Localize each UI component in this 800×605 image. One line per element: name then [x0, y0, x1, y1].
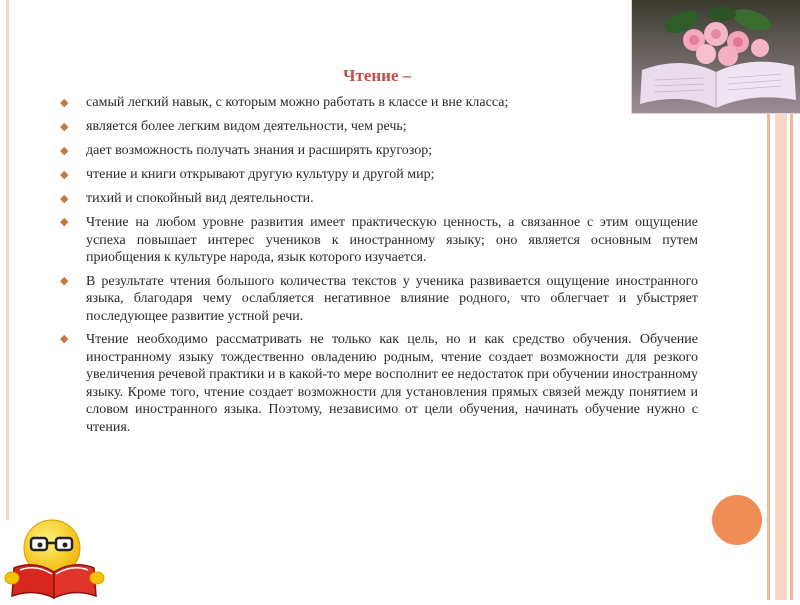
list-item	[58, 331, 698, 436]
list-item-text: В результате чтения большого количества текстов у ученика развивается ощущение иностранного языка, благодаря чему ослабляется негативное влияние родного, что облегчает и убыстряет последующее развитие устной речи.	[86, 273, 698, 324]
list-item-text: самый легкий навык, с которым можно работать в классе и вне класса;	[86, 95, 509, 110]
decorative-orange-circle	[712, 495, 762, 545]
bullet-icon: ◆	[60, 169, 69, 181]
reading-smiley-icon	[0, 518, 110, 600]
bullet-icon: ◆	[60, 216, 69, 228]
list-item-text: Чтение на любом уровне развития имеет практическую ценность, а связанное с этим ощущение успеха повышает интерес учеников к иностранному языку; оно является основным путем приобщения к культуре народа, язык которого изучается.	[86, 215, 698, 265]
bullet-icon: ◆	[60, 193, 69, 205]
list-item	[58, 94, 698, 112]
left-decorative-stripe	[6, 0, 9, 520]
page-title: Чтение –	[343, 66, 412, 85]
list-item	[58, 166, 698, 184]
list-item-text: чтение и книги открывают другую культуру и другой мир;	[86, 167, 435, 182]
bullet-icon: ◆	[60, 274, 69, 287]
bullet-icon: ◆	[60, 121, 69, 133]
bullet-icon: ◆	[60, 97, 69, 109]
list-item	[58, 214, 698, 267]
bullet-list	[58, 94, 698, 442]
bullet-icon: ◆	[60, 145, 69, 157]
list-item-text: Чтение необходимо рассматривать не только как цель, но и как средство обучения. Обучение иностранному языку тождественно овладению родным, чтение создает возможности для резкого увеличения речевой практики и в какой-то мере восполнит ее недостаток при обучении иностранному языку. Кроме того, чтение создает возможности для установления прямых связей между понятием и словом иностранного языка. Поэтому, независимо от цели обучения, начинать обучение нужно с чтения.	[86, 332, 698, 435]
list-item	[58, 118, 698, 136]
list-item	[58, 142, 698, 160]
list-item	[58, 190, 698, 208]
list-item-text: является более легким видом деятельности, чем речь;	[86, 119, 407, 134]
list-item-text: тихий и спокойный вид деятельности.	[86, 191, 314, 206]
list-item-text: дает возможность получать знания и расширять кругозор;	[86, 143, 433, 158]
bullet-icon: ◆	[60, 333, 69, 345]
list-item	[58, 273, 698, 326]
